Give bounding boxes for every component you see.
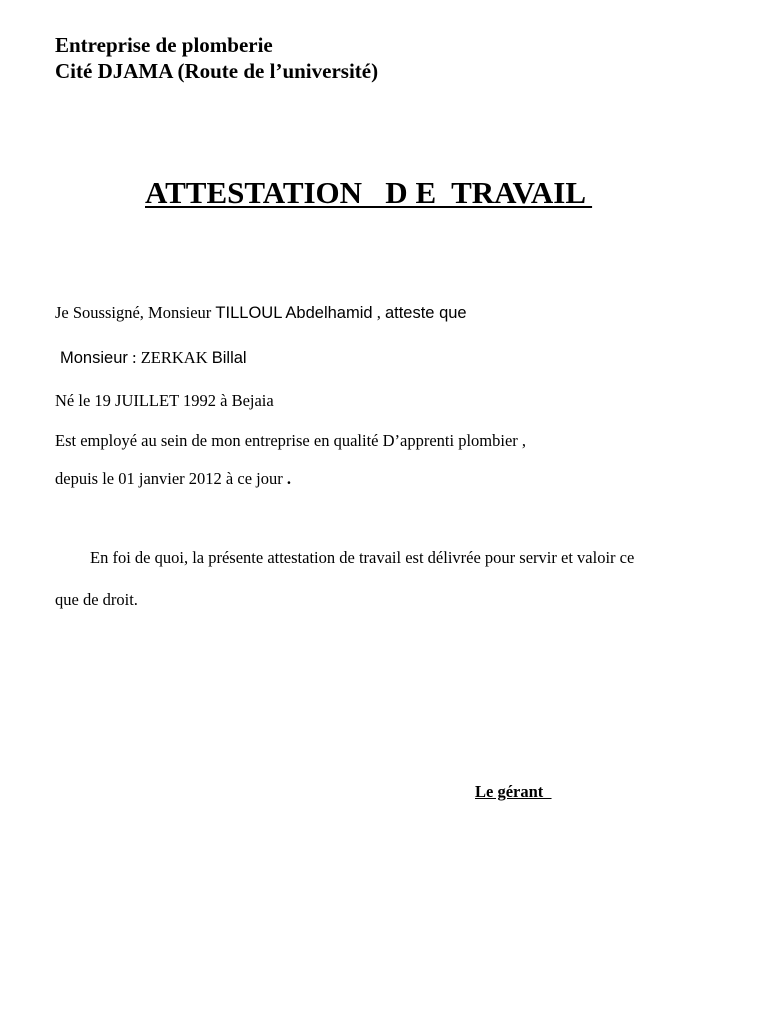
employee-line: [60, 348, 247, 368]
company-name: Entreprise de plomberie: [55, 33, 273, 57]
company-address: Cité DJAMA (Route de l’université): [55, 59, 379, 83]
since-text: depuis le 01 janvier 2012 à ce jour: [55, 469, 287, 488]
signatory-text: Je Soussigné, Monsieur: [55, 303, 216, 322]
closing-paragraph-line-2: que de droit.: [55, 590, 138, 609]
signature-label: Le gérant: [475, 782, 552, 801]
signatory-separator: ,: [372, 303, 385, 322]
employee-surname: : ZERKAK: [127, 348, 212, 367]
since-end: .: [286, 469, 291, 488]
employee-label: Monsieur: [60, 349, 128, 367]
employee-first-name: Billal: [211, 349, 247, 367]
closing-paragraph-line-1: En foi de quoi, la présente attestation de travail est délivrée pour servir et valoir ce: [90, 548, 635, 567]
since-line: [55, 469, 291, 489]
signatory-verb: atteste que: [384, 304, 467, 322]
signatory-name: TILLOUL Abdelhamid: [215, 304, 373, 322]
document-title: ATTESTATION D E TRAVAIL: [145, 175, 593, 210]
signatory-line: [55, 303, 467, 323]
birth-line: Né le 19 JUILLET 1992 à Bejaia: [55, 391, 274, 410]
employment-line: Est employé au sein de mon entreprise en qualité D’apprenti plombier ,: [55, 431, 527, 450]
